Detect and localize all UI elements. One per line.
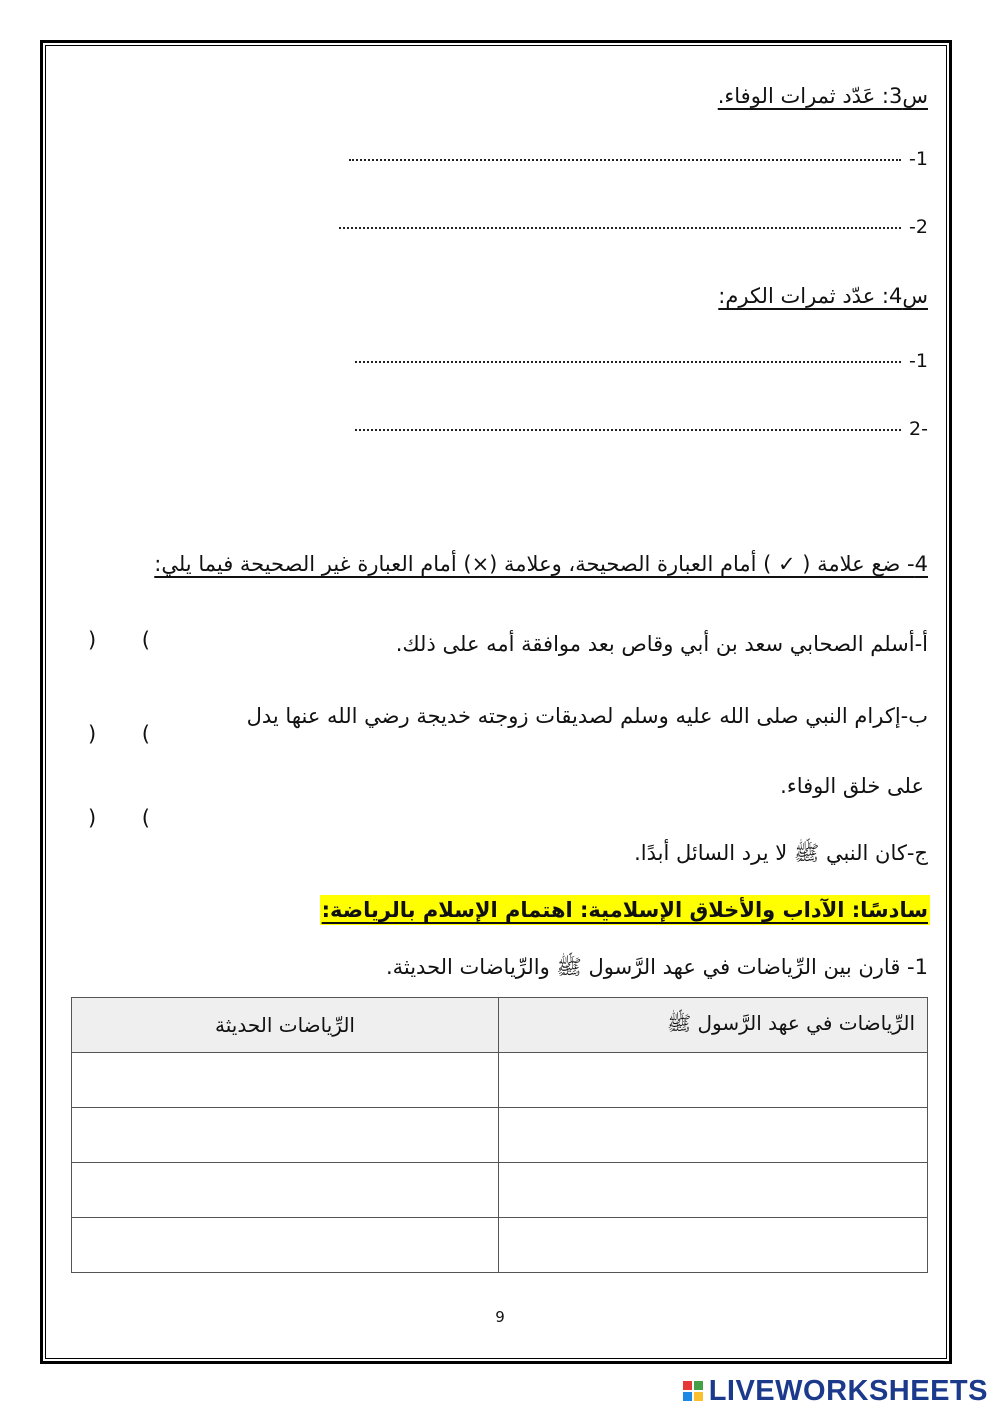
section6-question: 1- قارن بين الرِّياضات في عهد الرَّسول ﷺ والرِّياضات الحديثة. xyxy=(385,955,928,979)
table-row xyxy=(72,1053,928,1108)
q4-answer-line-1[interactable] xyxy=(355,350,928,372)
table-row xyxy=(72,1218,928,1273)
table-row xyxy=(72,1163,928,1218)
table-cell-input[interactable] xyxy=(499,1218,928,1273)
liveworksheets-watermark xyxy=(683,1374,988,1408)
table-header-modern: الرِّياضات الحديثة xyxy=(72,998,499,1053)
table-cell-input[interactable] xyxy=(72,1053,499,1108)
q3-answer-line-2[interactable] xyxy=(339,216,928,238)
truefalse-item-b-line1: ب-إكرام النبي صلى الله عليه وسلم لصديقات زوجته خديجة رضي الله عنها يدل xyxy=(246,704,928,728)
q3-answer-line-1[interactable] xyxy=(349,148,928,170)
section6-heading: سادسًا: الآداب والأخلاق الإسلامية: اهتمام الإسلام بالرياضة: xyxy=(320,895,930,925)
dotted-answer-line xyxy=(339,226,901,229)
truefalse-item-a: أ-أسلم الصحابي سعد بن أبي وقاص بعد موافقة أمه على ذلك. xyxy=(395,632,928,656)
q4-line1-label: 1- xyxy=(909,350,928,372)
logo-square xyxy=(683,1392,692,1401)
q4-title: س4: عدّد ثمرات الكرم: xyxy=(718,284,928,308)
answer-box-a[interactable] xyxy=(88,628,150,652)
q3-line2-label: 2- xyxy=(909,216,928,238)
logo-square xyxy=(694,1392,703,1401)
truefalse-item-c: ج-كان النبي ﷺ لا يرد السائل أبدًا. xyxy=(634,841,928,865)
table-header-row xyxy=(72,998,928,1053)
watermark-text: LIVEWORKSHEETS xyxy=(708,1374,988,1407)
logo-square xyxy=(694,1381,703,1390)
paren-open: ( xyxy=(141,628,150,652)
q4-answer-line-2[interactable] xyxy=(355,418,928,440)
paren-open: ( xyxy=(141,722,150,746)
paren-close: ) xyxy=(88,722,97,746)
answer-box-c[interactable] xyxy=(88,806,150,830)
table-cell-input[interactable] xyxy=(72,1163,499,1218)
table-row xyxy=(72,1108,928,1163)
table-cell-input[interactable] xyxy=(499,1163,928,1218)
page-number: 9 xyxy=(495,1308,505,1326)
truefalse-item-b-line2: على خلق الوفاء. xyxy=(780,774,924,798)
liveworksheets-logo-icon xyxy=(683,1381,703,1401)
comparison-table xyxy=(71,997,928,1273)
dotted-answer-line xyxy=(349,158,901,161)
table-cell-input[interactable] xyxy=(499,1053,928,1108)
paren-close: ) xyxy=(88,628,97,652)
q3-line1-label: 1- xyxy=(909,148,928,170)
q4-line2-label: -2 xyxy=(909,418,928,440)
q3-title: س3: عَدّد ثمرات الوفاء. xyxy=(717,84,928,108)
paren-close: ) xyxy=(88,806,97,830)
dotted-answer-line xyxy=(355,428,901,431)
table-cell-input[interactable] xyxy=(72,1218,499,1273)
table-cell-input[interactable] xyxy=(72,1108,499,1163)
answer-box-b[interactable] xyxy=(88,722,150,746)
table-cell-input[interactable] xyxy=(499,1108,928,1163)
logo-square xyxy=(683,1381,692,1390)
truefalse-instruction: 4- ضع علامة ( ✓ ) أمام العبارة الصحيحة، وعلامة (×) أمام العبارة غير الصحيحة فيما يلي: xyxy=(154,552,928,576)
dotted-answer-line xyxy=(355,360,901,363)
paren-open: ( xyxy=(141,806,150,830)
table-header-prophet-era: الرِّياضات في عهد الرَّسول ﷺ xyxy=(499,998,928,1053)
